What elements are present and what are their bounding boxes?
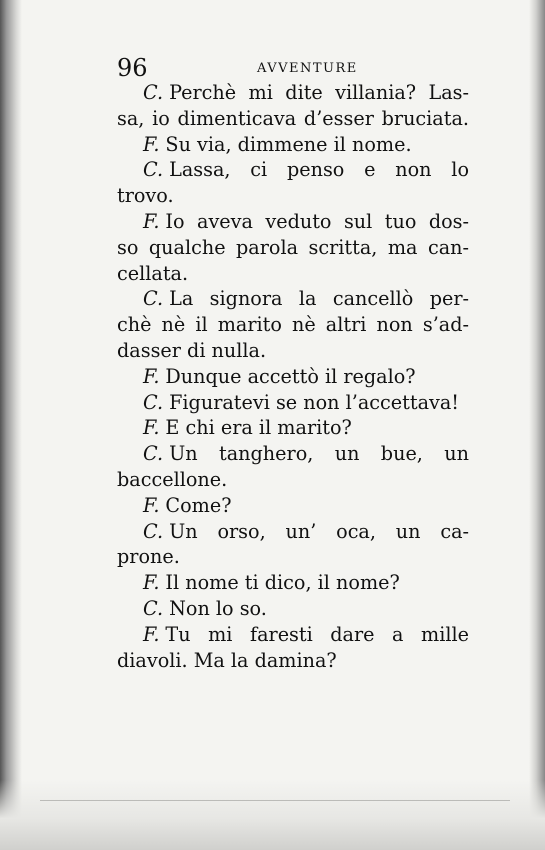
line-text: baccellone. (117, 467, 228, 491)
speaker-label: C. (143, 442, 164, 466)
text-line (117, 648, 469, 674)
line-text: Il nome ti dico, il nome? (165, 571, 400, 595)
speaker-label: F. (143, 416, 160, 440)
line-text: Lassa, ci penso e non lo (169, 158, 469, 182)
speaker-label: C. (143, 158, 164, 182)
running-head: AVVENTURE (257, 61, 358, 76)
text-line (117, 312, 469, 338)
speaker-label: F. (143, 493, 160, 517)
line-text: Dunque accettò il regalo? (165, 364, 416, 388)
line-text: Non lo so. (169, 596, 267, 620)
line-text: prone. (117, 545, 180, 569)
line-text: Un orso, un’ oca, un ca- (169, 519, 469, 543)
page-bottom-shade (0, 780, 545, 850)
text-line (117, 286, 469, 312)
line-text: Su via, dimmene il nome. (165, 132, 412, 156)
text-line (117, 261, 469, 287)
page-scan-mark (40, 800, 510, 801)
line-text: so qualche parola scritta, ma can- (117, 235, 469, 259)
line-text: Io aveva veduto sul tuo dos- (165, 209, 469, 233)
text-line (117, 467, 469, 493)
text-line (117, 183, 469, 209)
line-text: diavoli. Ma la damina? (117, 648, 337, 672)
text-line (117, 622, 469, 648)
text-line (117, 364, 469, 390)
line-text: Come? (165, 493, 232, 517)
speaker-label: C. (143, 519, 164, 543)
speaker-label: C. (143, 287, 164, 311)
text-line (117, 544, 469, 570)
line-text: cellata. (117, 261, 189, 285)
line-text: Un tanghero, un bue, un (169, 442, 469, 466)
speaker-label: F. (143, 571, 160, 595)
speaker-label: F. (143, 622, 160, 646)
text-line (117, 157, 469, 183)
line-text: dasser di nulla. (117, 338, 267, 362)
text-line (117, 493, 469, 519)
text-line (117, 415, 469, 441)
text-line (117, 132, 469, 158)
line-text: Perchè mi dite villania? Las- (169, 81, 469, 104)
line-text: La signora la cancellò per- (169, 287, 469, 311)
line-text: Figuratevi se non l’accettava! (169, 390, 459, 414)
text-line (117, 106, 469, 132)
page-edge-shadow (529, 0, 545, 850)
dialogue-text (117, 80, 469, 673)
page-gutter-shadow (0, 0, 22, 850)
speaker-label: C. (143, 596, 164, 620)
line-text: sa, io dimenticava d’esser bruciata. (117, 106, 469, 130)
speaker-label: C. (143, 390, 164, 414)
text-line (117, 570, 469, 596)
text-line (117, 441, 469, 467)
text-line (117, 390, 469, 416)
text-line (117, 209, 469, 235)
speaker-label: F. (143, 209, 160, 233)
line-text: Tu mi faresti dare a mille (165, 622, 469, 646)
speaker-label: F. (143, 132, 160, 156)
speaker-label: C. (143, 81, 164, 104)
text-line (117, 596, 469, 622)
page-number: 96 (117, 54, 148, 82)
text-line (117, 519, 469, 545)
text-line (117, 338, 469, 364)
text-line (117, 80, 469, 106)
line-text: chè nè il marito nè altri non s’ad- (117, 313, 469, 337)
line-text: trovo. (117, 184, 174, 208)
speaker-label: F. (143, 364, 160, 388)
line-text: E chi era il marito? (165, 416, 352, 440)
text-line (117, 235, 469, 261)
